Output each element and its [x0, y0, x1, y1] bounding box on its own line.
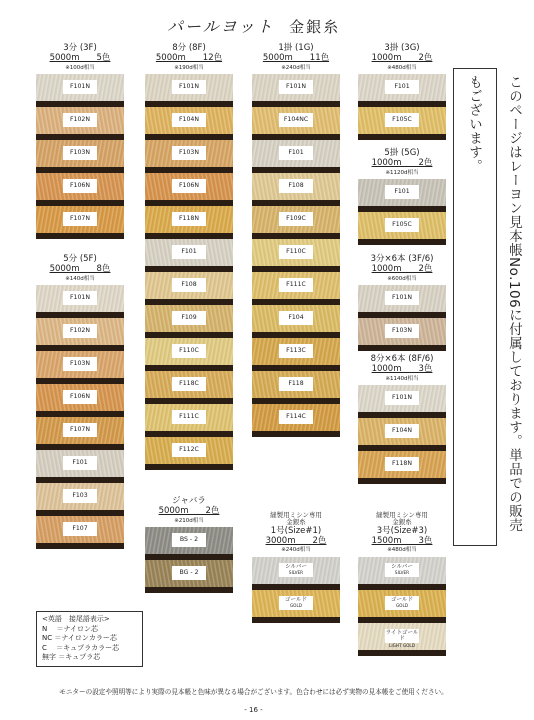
thread-swatch [36, 285, 124, 318]
thread-swatch [358, 451, 446, 484]
color-code-label: F110C [172, 344, 206, 358]
color-name-en: SILVER [394, 570, 410, 576]
spool-core [358, 345, 446, 351]
color-code-label: F105C [385, 218, 419, 232]
color-name-en: GOLD [395, 603, 409, 609]
spool-core [145, 464, 233, 470]
swatch-group [358, 355, 446, 484]
group-header [252, 512, 340, 554]
group-spec: 1000m 2色 [371, 157, 433, 168]
color-code-label: F109 [172, 311, 206, 325]
legend-line: 無字 ＝キュプラ芯 [42, 653, 101, 661]
color-code-label: BS - 2 [172, 533, 206, 547]
group-name: 1号(Size#1) [270, 525, 322, 536]
color-code-label: F101 [385, 80, 419, 94]
group-denier: ※1140d相当 [385, 375, 419, 382]
thread-swatch [145, 107, 233, 140]
thread-swatch [145, 338, 233, 371]
group-header [358, 512, 446, 554]
color-code-label: F118 [279, 377, 313, 391]
group-header [36, 255, 124, 282]
thread-swatch [252, 272, 340, 305]
color-code-label [385, 596, 419, 610]
color-code-label: F111C [172, 410, 206, 424]
color-code-label: F102N [63, 324, 97, 338]
group-name: 8分×6本 (8F/6) [370, 354, 434, 364]
color-code-label: F101 [172, 245, 206, 259]
group-name: 5分 (5F) [63, 254, 97, 264]
thread-swatch [145, 74, 233, 107]
thread-swatch [252, 557, 340, 590]
thread-swatch [36, 351, 124, 384]
page-title [0, 14, 507, 37]
group-spec: 1000m 2色 [371, 263, 433, 274]
thread-swatch [36, 107, 124, 140]
color-code-label: F107N [63, 212, 97, 226]
thread-swatch [358, 623, 446, 656]
thread-swatch [36, 74, 124, 107]
color-code-label [385, 629, 419, 648]
color-code-label: F101N [172, 80, 206, 94]
group-header [36, 44, 124, 71]
color-code-label: F103N [385, 324, 419, 338]
legend-line: C ＝キュプラカラー芯 [42, 643, 120, 652]
legend-line: N ＝ナイロン芯 [42, 624, 98, 633]
thread-swatch [252, 239, 340, 272]
thread-swatch [145, 206, 233, 239]
thread-swatch [358, 385, 446, 418]
thread-swatch [145, 239, 233, 272]
spool-core [36, 233, 124, 239]
spool-core [252, 431, 340, 437]
group-spec: 5000m 2色 [158, 505, 220, 516]
group-denier: ※100d相当 [65, 64, 95, 71]
color-code-label: F112C [172, 443, 206, 457]
color-code-label: F103 [63, 489, 97, 503]
swatch-group [252, 44, 340, 437]
thread-swatch [145, 140, 233, 173]
group-pre-label: 縫製用ミシン専用 [376, 511, 428, 519]
group-pre-label: 金銀糸 [392, 518, 412, 527]
color-code-label: F104N [172, 113, 206, 127]
color-code-label [385, 563, 419, 577]
group-spec: 1500m 3色 [371, 535, 433, 546]
thread-swatch [252, 206, 340, 239]
color-name: シルバー [285, 563, 307, 570]
group-denier: ※240d相当 [281, 64, 311, 71]
color-code-label: BG - 2 [172, 566, 206, 580]
group-denier: ※1120d相当 [385, 169, 419, 176]
thread-swatch [252, 74, 340, 107]
color-code-label: F106N [63, 179, 97, 193]
legend-line: <英語 接尾語表示> [42, 615, 110, 623]
thread-swatch [145, 272, 233, 305]
swatch-group [36, 44, 124, 239]
group-denier: ※480d相当 [387, 547, 417, 554]
thread-swatch [36, 516, 124, 549]
color-disclaimer: モニターの設定や照明等により実際の見本帳と色味が異なる場合がございます。色合わせには必ず実物の見本帳をご使用ください。 [59, 688, 448, 696]
group-denier: ※140d相当 [65, 275, 95, 282]
group-header [252, 44, 340, 71]
swatch-group [145, 497, 233, 593]
thread-swatch [358, 318, 446, 351]
color-code-label: F107 [63, 522, 97, 536]
thread-swatch [36, 140, 124, 173]
group-header [145, 44, 233, 71]
color-code-label: F114C [279, 410, 313, 424]
group-spec: 3000m 2色 [265, 535, 327, 546]
spool-core [145, 587, 233, 593]
side-note-text: このページはレーヨン見本帳No.106に付属しております。単品での販売もございます。 [466, 75, 522, 533]
color-code-label: F103N [63, 146, 97, 160]
color-code-label: F104 [279, 311, 313, 325]
color-code-label: F111C [279, 278, 313, 292]
color-name-en: SILVER [288, 570, 304, 576]
group-header [358, 355, 446, 382]
thread-swatch [358, 590, 446, 623]
thread-swatch [145, 437, 233, 470]
color-code-label: F108 [172, 278, 206, 292]
group-pre-label: 縫製用ミシン専用 [270, 511, 322, 519]
thread-swatch [358, 557, 446, 590]
group-denier: ※240d相当 [281, 547, 311, 554]
group-header [358, 149, 446, 176]
color-code-label: F101N [63, 291, 97, 305]
group-name: 3掛 (3G) [384, 43, 420, 53]
color-code-label: F101N [63, 80, 97, 94]
spool-core [36, 543, 124, 549]
thread-swatch [36, 483, 124, 516]
thread-swatch [36, 384, 124, 417]
thread-swatch [145, 404, 233, 437]
thread-swatch [252, 590, 340, 623]
group-name: ジャバラ [172, 496, 206, 506]
color-name: シルバー [391, 563, 413, 570]
thread-swatch [252, 140, 340, 173]
thread-swatch [36, 173, 124, 206]
group-denier: ※480d相当 [387, 64, 417, 71]
thread-swatch [252, 305, 340, 338]
group-name: 5掛 (5G) [384, 148, 420, 158]
color-code-label: F106N [172, 179, 206, 193]
group-denier: ※210d相当 [174, 517, 204, 524]
color-name: ゴールド [390, 596, 414, 603]
color-code-label: F118N [385, 457, 419, 471]
suffix-legend [36, 611, 143, 667]
color-code-label [279, 596, 313, 610]
thread-swatch [145, 371, 233, 404]
color-code-label: F106N [63, 390, 97, 404]
thread-swatch [36, 318, 124, 351]
group-header [358, 44, 446, 71]
group-spec: 1000m 3色 [371, 363, 433, 374]
color-code-label: F109C [279, 212, 313, 226]
group-header [145, 497, 233, 524]
swatch-group [252, 512, 340, 623]
swatch-group [145, 44, 233, 470]
side-note-box [453, 68, 522, 546]
group-spec: 5000m 8色 [49, 263, 111, 274]
group-denier: ※190d相当 [174, 64, 204, 71]
thread-swatch [36, 206, 124, 239]
color-code-label: F101 [385, 185, 419, 199]
thread-swatch [252, 404, 340, 437]
thread-swatch [252, 371, 340, 404]
swatch-group [358, 255, 446, 351]
spool-core [358, 650, 446, 656]
thread-swatch [358, 285, 446, 318]
color-code-label: F101 [279, 146, 313, 160]
color-code-label: F101N [385, 391, 419, 405]
group-name: 3分×6本 (3F/6) [370, 254, 434, 264]
color-name: ライトゴールド [385, 629, 419, 643]
brand-script: パールヨット [166, 17, 275, 36]
swatch-group [358, 512, 446, 656]
swatch-group [358, 149, 446, 245]
color-code-label: F118N [172, 212, 206, 226]
page-number: - 16 - [244, 706, 263, 714]
title-main: 金銀糸 [289, 18, 341, 36]
thread-swatch [358, 179, 446, 212]
group-spec: 5000m 5色 [49, 52, 111, 63]
color-code-label: F101N [279, 80, 313, 94]
group-name: 3号(Size#3) [376, 525, 428, 536]
spool-core [252, 617, 340, 623]
group-spec: 5000m 12色 [155, 52, 223, 63]
color-code-label: F118C [172, 377, 206, 391]
group-header [358, 255, 446, 282]
spool-core [358, 478, 446, 484]
group-spec: 1000m 2色 [371, 52, 433, 63]
color-name-en: GOLD [289, 603, 303, 609]
color-code-label: F104NC [279, 113, 313, 127]
color-name-en: LIGHT GOLD [389, 642, 415, 648]
swatch-group [358, 44, 446, 140]
color-code-label [279, 563, 313, 577]
color-code-label: F103N [172, 146, 206, 160]
color-code-label: F105C [385, 113, 419, 127]
spool-core [358, 239, 446, 245]
swatch-group [36, 255, 124, 549]
group-name: 3分 (3F) [63, 43, 97, 53]
color-code-label: F102N [63, 113, 97, 127]
thread-swatch [252, 107, 340, 140]
group-spec: 5000m 11色 [262, 52, 330, 63]
group-name: 1掛 (1G) [278, 43, 314, 53]
color-code-label: F107N [63, 423, 97, 437]
thread-swatch [145, 527, 233, 560]
color-code-label: F113C [279, 344, 313, 358]
thread-swatch [358, 74, 446, 107]
group-name: 8分 (8F) [172, 43, 206, 53]
thread-swatch [145, 173, 233, 206]
thread-swatch [36, 450, 124, 483]
thread-swatch [358, 107, 446, 140]
color-code-label: F110C [279, 245, 313, 259]
color-code-label: F101 [63, 456, 97, 470]
color-code-label: F108 [279, 179, 313, 193]
color-code-label: F103N [63, 357, 97, 371]
color-name: ゴールド [284, 596, 308, 603]
legend-line: NC ＝ナイロンカラー芯 [42, 634, 117, 642]
group-denier: ※600d相当 [387, 275, 417, 282]
thread-swatch [358, 212, 446, 245]
color-code-label: F104N [385, 424, 419, 438]
thread-swatch [358, 418, 446, 451]
thread-swatch [145, 305, 233, 338]
thread-swatch [145, 560, 233, 593]
thread-swatch [252, 338, 340, 371]
color-code-label: F101N [385, 291, 419, 305]
spool-core [358, 134, 446, 140]
thread-swatch [252, 173, 340, 206]
group-pre-label: 金銀糸 [286, 518, 306, 527]
thread-swatch [36, 417, 124, 450]
